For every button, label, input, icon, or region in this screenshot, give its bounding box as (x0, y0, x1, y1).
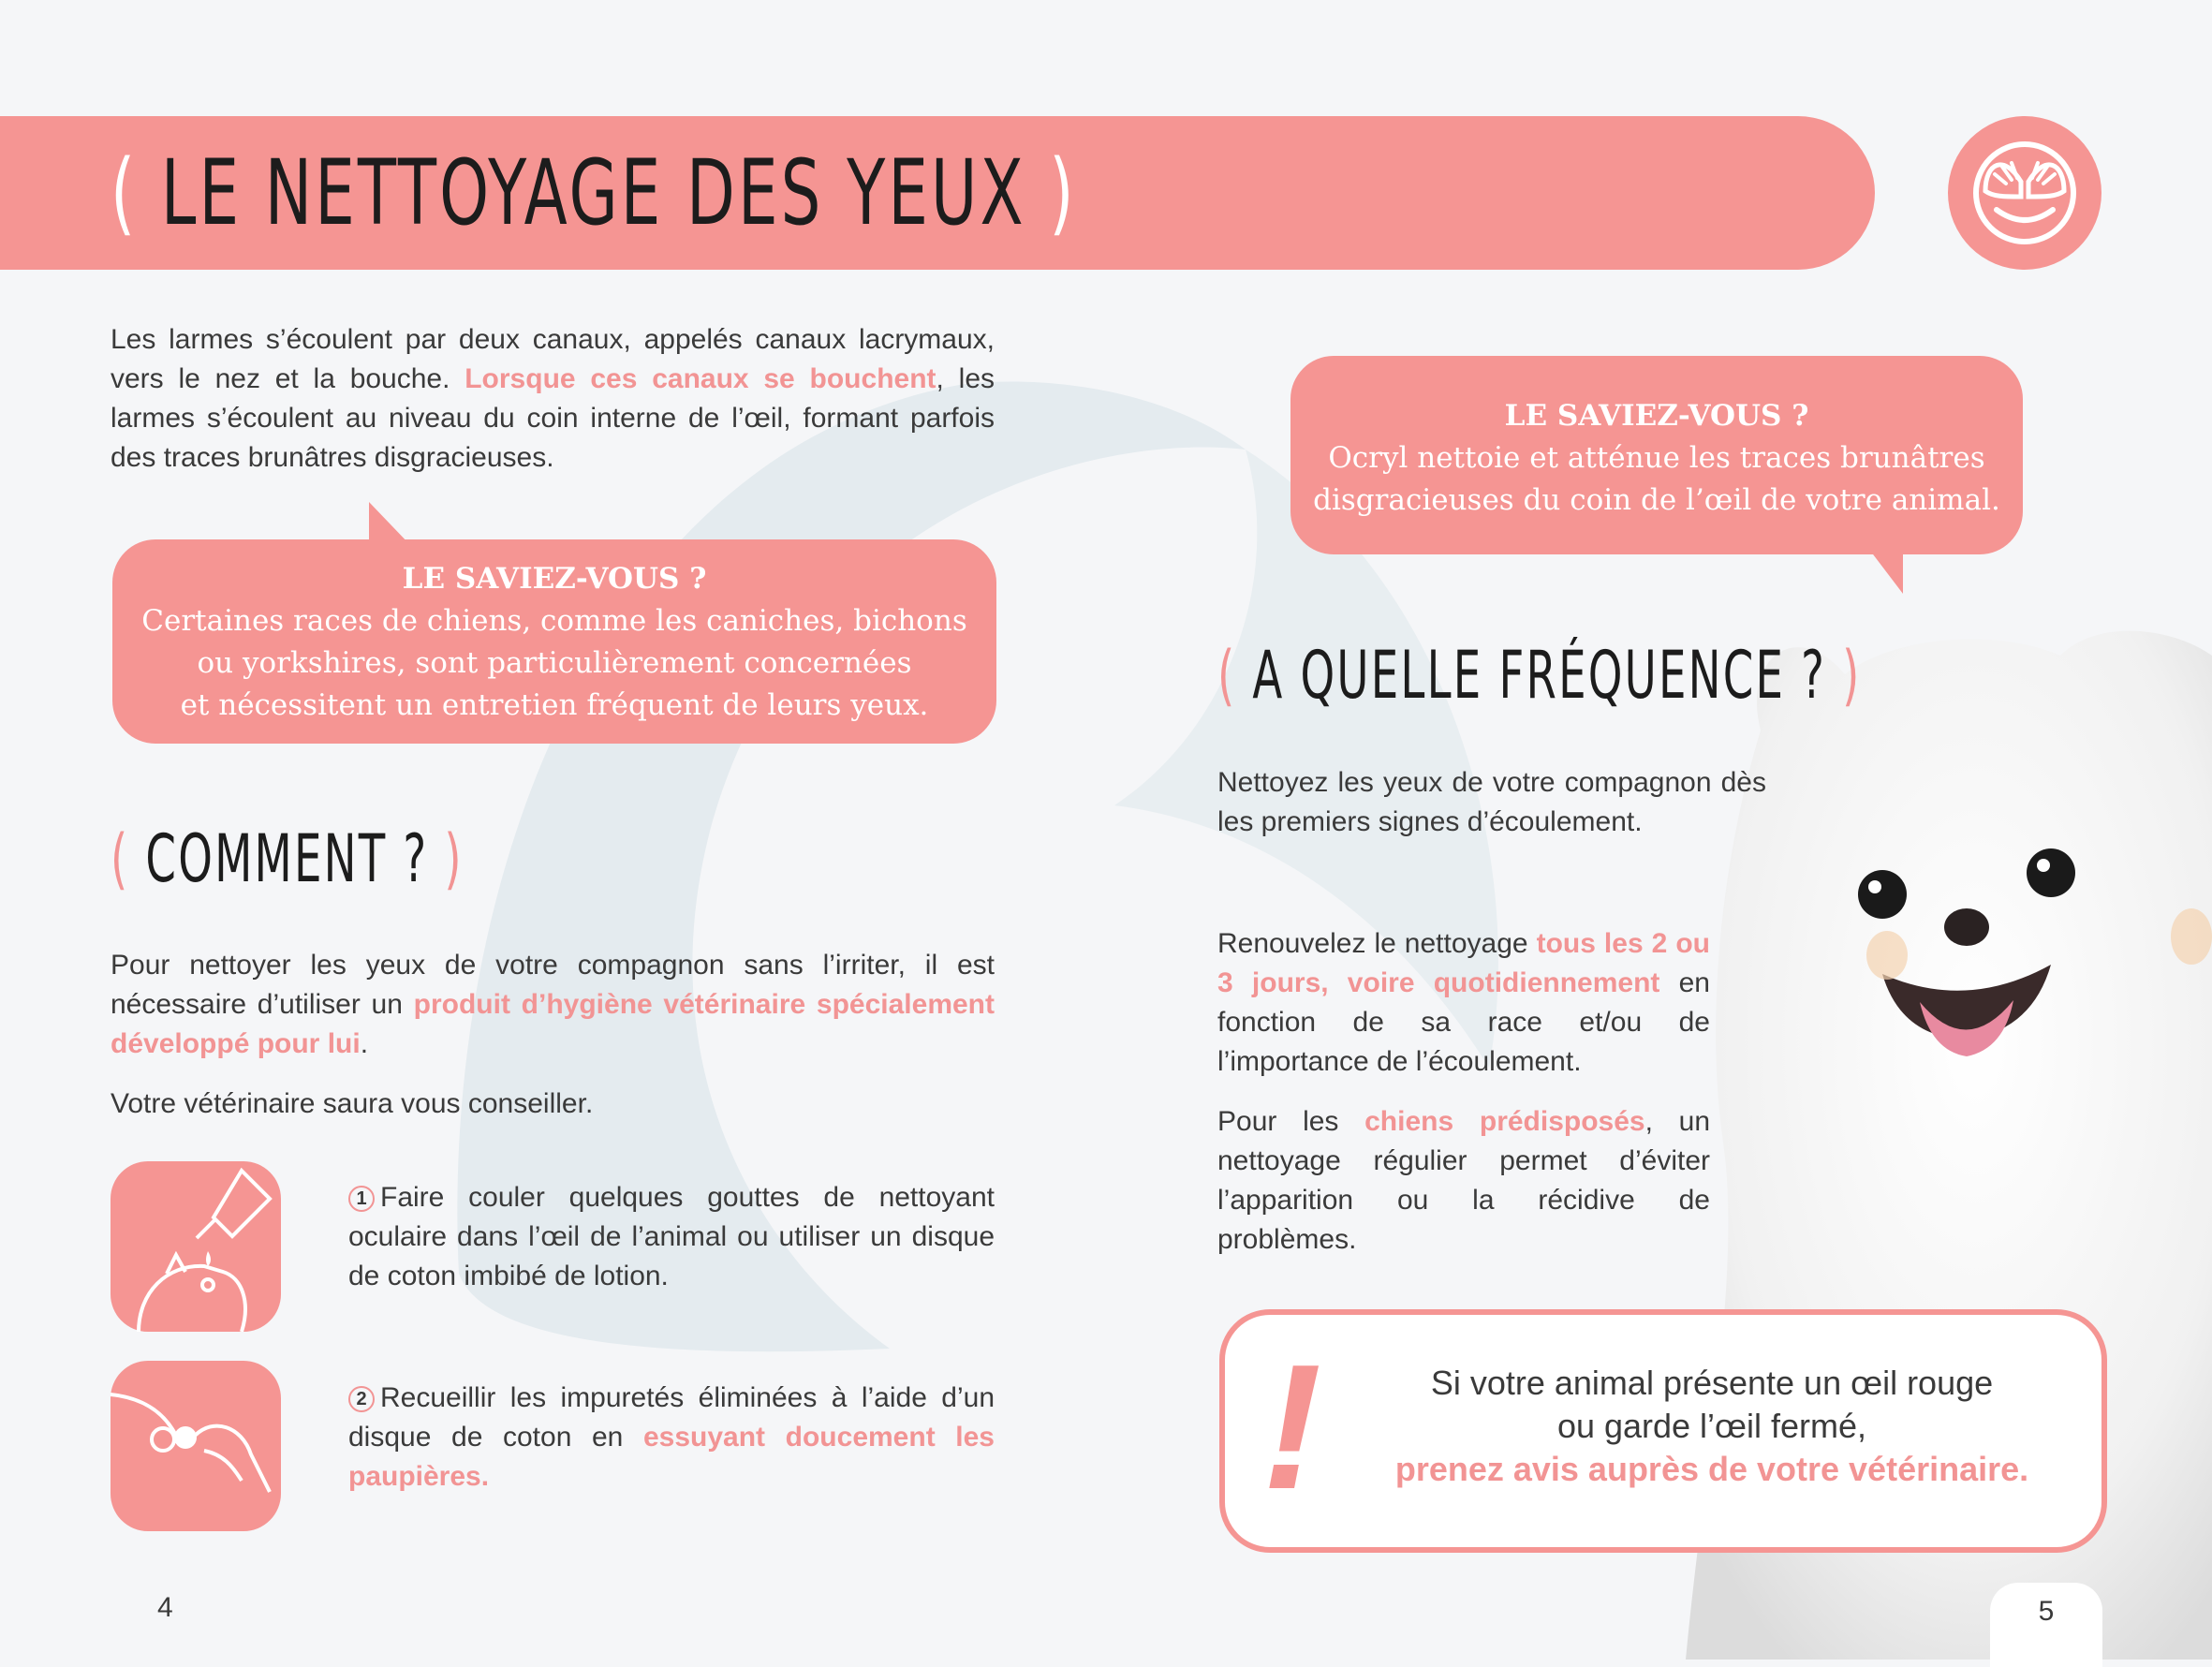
vet-advice-text: Votre vétérinaire saura vous conseiller. (111, 1088, 594, 1119)
warning-line-1: Si votre animal présente un œil rouge (1430, 1364, 1994, 1402)
frequency-paragraph-3: Pour les chiens prédisposés, un nettoyage régulier permet d’éviter l’apparition ou la récidive de problèmes. (1217, 1106, 1711, 1255)
exclamation-icon: ! (1262, 1328, 1322, 1527)
section-title-how: ( COMMENT ? ) (111, 820, 464, 897)
did-you-know-bubble-right: LE SAVIEZ-VOUS ? Ocryl nettoie et atténue les traces brunâtres disgracieuses du coin de l’œil de votre animal. (1290, 356, 2023, 554)
step-2: 2 Recueillir les impuretés éliminées à l’aide d’un disque de coton en essuyant doucement les paupières. (348, 1382, 995, 1492)
page-title: ( LE NETTOYAGE DES YEUX ) (111, 140, 1077, 245)
step-2-number: 2 (348, 1386, 375, 1412)
warning-line-2: ou garde l’œil fermé, (1556, 1407, 1867, 1445)
frequency-paragraph-2: Renouvelez le nettoyage tous les 2 ou 3 jours, voire quotidiennement en fonction de sa race et/ou de l’importance de l’écoulement. (1217, 928, 1710, 1077)
vet-warning-box (1219, 1309, 2107, 1553)
section-title-frequency: ( A QUELLE FRÉQUENCE ? ) (1217, 637, 1862, 714)
frequency-paragraph-1: Nettoyez les yeux de votre compagnon dès les premiers signes d’écoulement. (1217, 767, 1766, 837)
eye-drops-icon (111, 1161, 281, 1332)
did-you-know-bubble-left: LE SAVIEZ-VOUS ? Certaines races de chiens, comme les caniches, bichons ou yorkshires, sont particulièrement concernées et nécessitent un entretien fréquent de leurs yeux. (112, 539, 996, 744)
page-number-right: 5 (2038, 1596, 2055, 1627)
page-number-tab (1990, 1583, 2102, 1667)
cotton-pad-wipe-icon (111, 1361, 281, 1531)
step-1-number: 1 (348, 1186, 375, 1212)
page-number-left: 4 (157, 1592, 173, 1623)
warning-highlight: prenez avis auprès de votre vétérinaire. (1394, 1450, 2029, 1488)
step-1: 1 Faire couler quelques gouttes de nettoyant oculaire dans l’œil de l’animal ou utiliser un disque de coton imbibé de lotion. (348, 1182, 995, 1291)
intro-paragraph: Les larmes s’écoulent par deux canaux, appelés canaux lacrymaux, vers le nez et la bouche. Lorsque ces canaux se bouchent, les larmes s’écoulent au niveau du coin interne de l’œil, formant parfois des traces brunâtres disgracieuses. (111, 324, 995, 473)
how-paragraph: Pour nettoyer les yeux de votre compagnon sans l’irriter, il est nécessaire d’utiliser un produit d’hygiène vétérinaire spécialement développé pour lui. (111, 950, 995, 1059)
hands-covering-eyes-icon (1948, 116, 2101, 270)
